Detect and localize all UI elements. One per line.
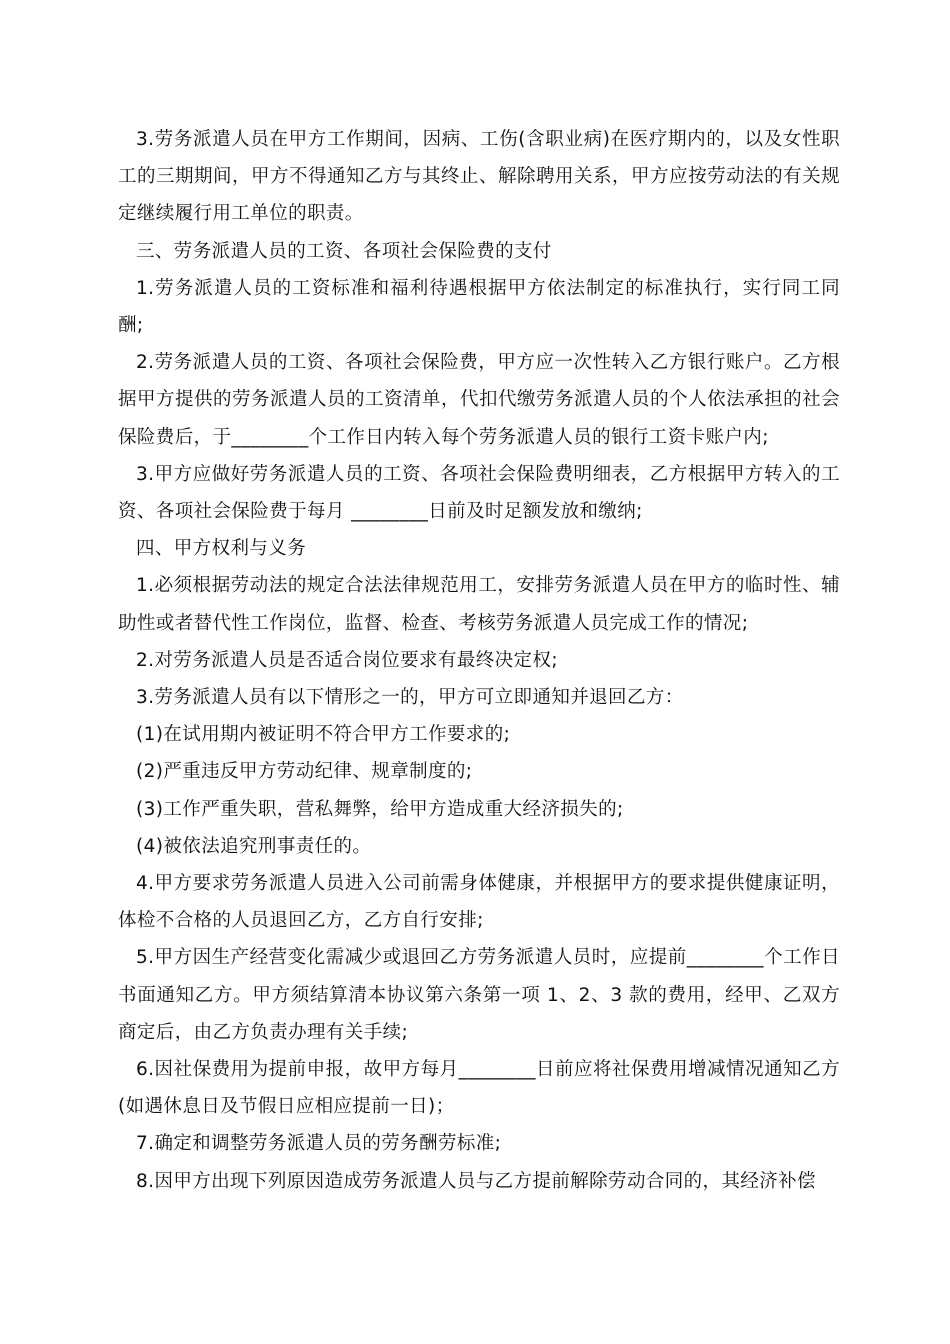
list-item-discipline: (2)严重违反甲方劳动纪律、规章制度的; xyxy=(136,761,473,783)
document-body xyxy=(118,121,840,1200)
paragraph-social-security-notice: 6.因社保费用为提前申报，故甲方每月________日前应将社保费用增减情况通知乙方(如遇休息日及节假日应相应提前一日)； xyxy=(118,1059,840,1118)
paragraph-health-check: 4.甲方要求劳务派遣人员进入公司前需身体健康，并根据甲方的要求提供健康证明，体检不合格的人员退回乙方，乙方自行安排; xyxy=(118,873,840,932)
paragraph-wage-transfer: 2.劳务派遣人员的工资、各项社会保险费，甲方应一次性转入乙方银行账户。乙方根据甲方提供的劳务派遣人员的工资清单，代扣代缴劳务派遣人员的个人依法承担的社会保险费后，于________个工作日内转入每个劳务派遣人员的银行工资卡账户内; xyxy=(118,352,840,448)
section-heading-party-a-rights: 四、甲方权利与义务 xyxy=(136,538,307,560)
list-item-probation: (1)在试用期内被证明不符合甲方工作要求的; xyxy=(136,724,511,746)
paragraph-wage-standard: 1.劳务派遣人员的工资标准和福利待遇根据甲方依法制定的标准执行，实行同工同酬; xyxy=(118,277,840,337)
list-item-misconduct: (3)工作严重失职，营私舞弊，给甲方造成重大经济损失的; xyxy=(136,798,624,820)
paragraph-wage-schedule: 3.甲方应做好劳务派遣人员的工资、各项社会保险费明细表，乙方根据甲方转入的工资、各项社会保险费于每月 ________日前及时足额发放和缴纳; xyxy=(118,463,840,523)
paragraph-final-decision: 2.对劳务派遣人员是否适合岗位要求有最终决定权; xyxy=(136,649,558,671)
section-heading-wages: 三、劳务派遣人员的工资、各项社会保险费的支付 xyxy=(136,240,552,262)
list-item-criminal: (4)被依法追究刑事责任的。 xyxy=(136,835,372,857)
paragraph-staff-reduction: 5.甲方因生产经营变化需减少或退回乙方劳务派遣人员时，应提前________个工作日书面通知乙方。甲方须结算清本协议第六条第一项 1、2、3 款的费用，经甲、乙双方商定后，由乙方负责办理有关手续; xyxy=(118,947,840,1043)
paragraph-3-medical-period: 3.劳务派遣人员在甲方工作期间，因病、工伤(含职业病)在医疗期内的，以及女性职工的三期期间，甲方不得通知乙方与其终止、解除聘用关系，甲方应按劳动法的有关规定继续履行用工单位的职责。 xyxy=(118,129,840,225)
paragraph-early-termination: 8.因甲方出现下列原因造成劳务派遣人员与乙方提前解除劳动合同的，其经济补偿 xyxy=(136,1170,816,1192)
paragraph-lawful-employment: 1.必须根据劳动法的规定合法法律规范用工，安排劳务派遣人员在甲方的临时性、辅助性或者替代性工作岗位，监督、检查、考核劳务派遣人员完成工作的情况; xyxy=(118,575,840,634)
paragraph-pay-standard: 7.确定和调整劳务派遣人员的劳务酬劳标准; xyxy=(136,1133,502,1155)
paragraph-return-conditions: 3.劳务派遣人员有以下情形之一的，甲方可立即通知并退回乙方： xyxy=(136,687,684,709)
